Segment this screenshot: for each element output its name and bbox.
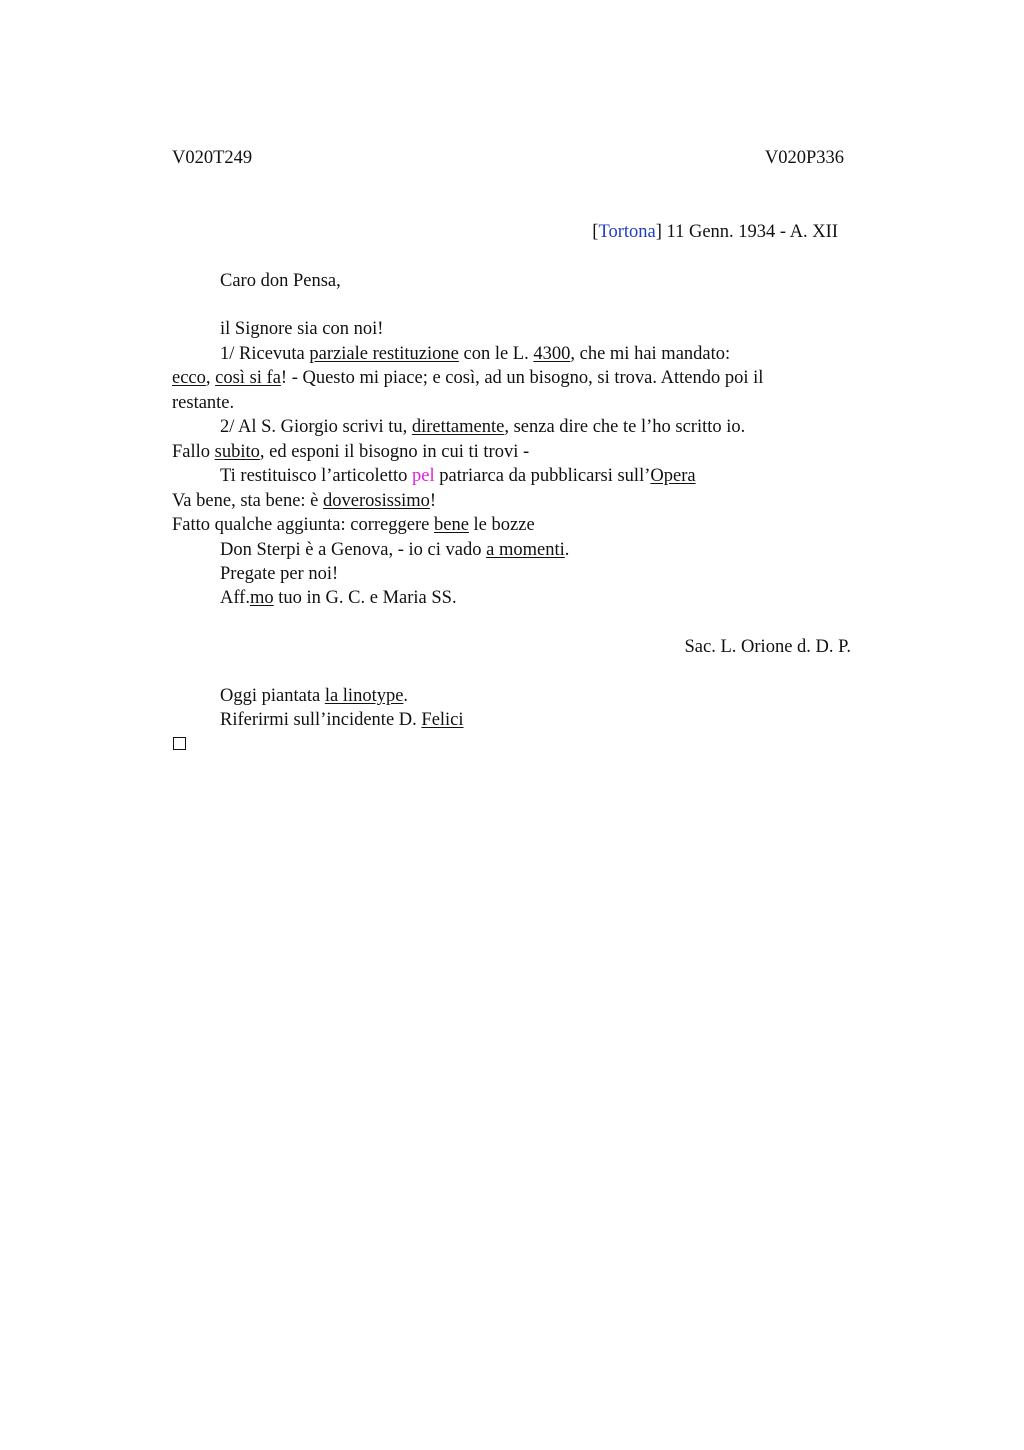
text-run: . — [564, 540, 570, 560]
date-bracket-close: ] — [655, 222, 662, 242]
body-line-8 — [172, 489, 436, 513]
date-place: Tortona — [598, 222, 656, 242]
underlined-run: così si fa — [215, 368, 281, 388]
text-run: tuo in G. C. e Maria SS. — [273, 588, 457, 608]
text-run: Fallo — [172, 442, 215, 462]
body-line-9 — [172, 513, 535, 537]
text-run: ! - Questo mi piace; e così, ad un bisogno, si trova. Attendo poi il — [280, 368, 764, 388]
underlined-run: doverosissimo — [323, 491, 430, 511]
signature: Sac. L. Orione d. D. P. — [684, 637, 851, 657]
text-run: con le L. — [458, 344, 534, 364]
underlined-run: subito — [214, 442, 260, 462]
text-run: 1/ Ricevuta — [220, 344, 310, 364]
underlined-run: mo — [249, 588, 274, 608]
underlined-run: direttamente — [411, 417, 505, 437]
text-run: Riferirmi sull’incidente D. — [220, 710, 422, 730]
body-line-1: il Signore sia con noi! — [220, 319, 384, 339]
body-line-6 — [172, 440, 529, 464]
underlined-run: bene — [433, 515, 469, 535]
checkbox-square-icon — [173, 737, 186, 750]
salutation: Caro don Pensa, — [220, 271, 341, 291]
body-line-4: restante. — [172, 393, 235, 413]
header-left-code: V020T249 — [172, 148, 253, 168]
text-run: , ed esponi il bisogno in cui ti trovi - — [259, 442, 530, 462]
text-run: Oggi piantata — [220, 686, 325, 706]
text-run: Ti restituisco l’articoletto — [220, 466, 413, 486]
closing-line — [220, 586, 457, 610]
text-run: Aff. — [220, 588, 250, 608]
underlined-run: Opera — [650, 466, 696, 486]
body-line-10 — [220, 538, 569, 562]
body-line-3 — [172, 366, 763, 390]
body-line-2 — [220, 342, 730, 366]
postscript-line-2 — [220, 708, 464, 732]
underlined-run: a momenti — [486, 540, 565, 560]
highlighted-word: pel — [412, 466, 435, 486]
text-run: Fatto qualche aggiunta: correggere — [172, 515, 434, 535]
text-run: , senza dire che te l’ho scritto io. — [504, 417, 746, 437]
body-line-7 — [220, 464, 696, 488]
underlined-run: ecco — [172, 368, 206, 388]
body-line-5 — [220, 415, 745, 439]
underlined-run: la linotype — [324, 686, 404, 706]
text-run: le bozze — [468, 515, 535, 535]
text-run: , — [205, 368, 216, 388]
text-run: 2/ Al S. Giorgio scrivi tu, — [220, 417, 412, 437]
date-text: 11 Genn. 1934 - A. XII — [661, 222, 838, 242]
text-run: patriarca da pubblicarsi sull’ — [434, 466, 651, 486]
date-line — [592, 220, 838, 244]
postscript-line-1 — [220, 684, 408, 708]
body-line-11: Pregate per noi! — [220, 564, 339, 584]
text-run: ! — [429, 491, 437, 511]
underlined-amount: 4300 — [533, 344, 571, 364]
text-run: . — [403, 686, 409, 706]
text-run: , che mi hai mandato: — [570, 344, 731, 364]
header-right-code: V020P336 — [764, 148, 844, 168]
text-run: Va bene, sta bene: è — [172, 491, 324, 511]
date-bracket-open: [ — [592, 222, 599, 242]
text-run: Don Sterpi è a Genova, - io ci vado — [220, 540, 487, 560]
underlined-run: parziale restituzione — [309, 344, 459, 364]
underlined-run: Felici — [421, 710, 464, 730]
